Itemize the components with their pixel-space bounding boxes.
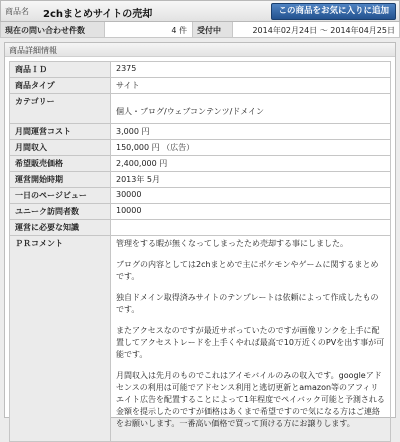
detail-row-unique-visitors <box>10 204 391 220</box>
details-section-title: 商品詳細情報 <box>5 43 395 57</box>
status-label: 受付中 <box>193 22 233 37</box>
pr-paragraph: 管理をする暇が無くなってしまったため売却する事にしました。 <box>116 239 348 248</box>
detail-value <box>111 220 391 236</box>
product-details-panel <box>4 42 396 428</box>
add-to-favorites-button[interactable]: この商品をお気に入りに追加 <box>271 3 396 20</box>
detail-row-type <box>10 78 391 94</box>
product-name-label: 商品名 <box>5 7 29 16</box>
detail-key: 運営開始時期 <box>10 172 111 188</box>
detail-key: 商品ＩＤ <box>10 62 111 78</box>
pr-paragraph: ブログの内容としては2chまとめで主にポケモンやゲームに関するまとめです。 <box>116 260 379 281</box>
detail-key: 月間収入 <box>10 140 111 156</box>
detail-value: 10000 <box>111 204 391 220</box>
pr-paragraph: 月間収入は先月のものでこれはアイモバイルのみの収入です。googleアドセンスの利用は可能でアドセンス利用と逃切更新とamazon等のアフィリエイト広告を配置することによって1年程度でペイバック可能と予測される金額を提示したのですが価格はあくまで希望ですので気になる方はご連絡をお願いします。一番高い価格で買って頂ける方にお譲りします。 <box>116 371 385 428</box>
detail-value: 150,000 円 （広告） <box>111 140 391 156</box>
detail-row-required-knowledge <box>10 220 391 236</box>
detail-value: サイト <box>111 78 391 94</box>
detail-row-monthly-income <box>10 140 391 156</box>
detail-value: 2375 <box>111 62 391 78</box>
detail-row-pr-comment <box>10 236 391 442</box>
detail-value: 30000 <box>111 188 391 204</box>
detail-key: 希望販売価格 <box>10 156 111 172</box>
details-table <box>9 61 391 442</box>
inquiries-count: 4 件 <box>105 22 193 37</box>
acceptance-period: 2014年02月24日 ～ 2014年04月25日 <box>252 26 395 35</box>
detail-value: 3,000 円 <box>111 124 391 140</box>
detail-key: カテゴリー <box>10 94 111 124</box>
detail-key: 月間運営コスト <box>10 124 111 140</box>
product-name-bar <box>0 0 400 22</box>
pr-paragraph: 独自ドメイン取得済みサイトのテンプレートは依頼によって作成したものです。 <box>116 293 379 314</box>
product-title: 2chまとめサイトの売却 <box>43 9 153 20</box>
detail-key: 運営に必要な知識 <box>10 220 111 236</box>
detail-row-price <box>10 156 391 172</box>
inquiry-stats-row <box>0 22 400 38</box>
inquiries-label: 現在の問い合わせ件数 <box>1 22 105 37</box>
detail-value: 2,400,000 円 <box>111 156 391 172</box>
detail-value: 2013年 5月 <box>111 172 391 188</box>
detail-row-category <box>10 94 391 124</box>
detail-row-start-date <box>10 172 391 188</box>
pr-paragraph: またアクセスなのですが最近サボっていたのですが画像リンクを上手に配置してアクセストレードを上手くやれば最高で10万近くのPVを出す事が可能です。 <box>116 326 385 359</box>
pr-comment-text <box>111 236 391 442</box>
detail-key: 商品タイプ <box>10 78 111 94</box>
detail-row-monthly-cost <box>10 124 391 140</box>
detail-key: 一日のページビュー <box>10 188 111 204</box>
detail-value: 個人・ブログ/ウェブコンテンツ/ドメイン <box>111 94 391 124</box>
detail-row-id <box>10 62 391 78</box>
pr-comment-label: ＰＲコメント <box>10 236 111 442</box>
detail-key: ユニーク訪問者数 <box>10 204 111 220</box>
detail-row-daily-pv <box>10 188 391 204</box>
